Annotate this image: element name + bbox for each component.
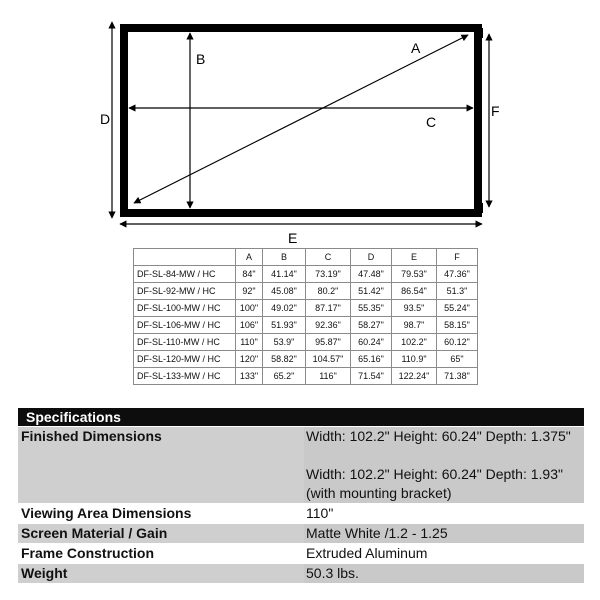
table-cell: 51.93" bbox=[263, 317, 306, 334]
table-cell-model: DF-SL-84-MW / HC bbox=[134, 266, 236, 283]
table-cell: 71.38" bbox=[437, 368, 478, 385]
spec-value bbox=[304, 564, 584, 583]
table-cell: 65.2" bbox=[263, 368, 306, 385]
table-row bbox=[134, 334, 478, 351]
table-cell: 120" bbox=[236, 351, 263, 368]
table-cell: 92.36" bbox=[306, 317, 351, 334]
table-header-cell: D bbox=[351, 249, 392, 266]
table-cell: 104.57" bbox=[306, 351, 351, 368]
table-cell: 51.3" bbox=[437, 283, 478, 300]
table-row bbox=[134, 351, 478, 368]
spec-value bbox=[304, 524, 584, 543]
table-cell: 87.17" bbox=[306, 300, 351, 317]
table-header-row bbox=[134, 249, 478, 266]
screen-diagram bbox=[0, 0, 600, 248]
table-row bbox=[134, 368, 478, 385]
table-cell: 55.35" bbox=[351, 300, 392, 317]
table-cell: 110.9" bbox=[392, 351, 437, 368]
table-cell: 41.14" bbox=[263, 266, 306, 283]
table-cell: 49.02" bbox=[263, 300, 306, 317]
table-header-model bbox=[134, 249, 236, 266]
spec-label: Viewing Area Dimensions bbox=[21, 505, 192, 521]
spec-row bbox=[18, 543, 584, 563]
label-e: E bbox=[288, 230, 298, 246]
table-header-cell: C bbox=[306, 249, 351, 266]
spec-row bbox=[18, 426, 584, 503]
table-cell: 133" bbox=[236, 368, 263, 385]
table-cell: 60.24" bbox=[351, 334, 392, 351]
table-header-cell: A bbox=[236, 249, 263, 266]
table-cell-model: DF-SL-110-MW / HC bbox=[134, 334, 236, 351]
table-cell-model: DF-SL-133-MW / HC bbox=[134, 368, 236, 385]
table-cell: 58.82" bbox=[263, 351, 306, 368]
table-header-cell: F bbox=[437, 249, 478, 266]
table-cell: 80.2" bbox=[306, 283, 351, 300]
spec-label: Finished Dimensions bbox=[21, 428, 162, 444]
table-cell: 45.08" bbox=[263, 283, 306, 300]
table-cell: 47.48" bbox=[351, 266, 392, 283]
mount-bracket-bottom bbox=[478, 203, 483, 213]
table-cell: 71.54" bbox=[351, 368, 392, 385]
specifications-heading: Specifications bbox=[18, 408, 584, 426]
spec-value-line: (with mounting bracket) bbox=[306, 485, 452, 501]
table-cell: 47.36" bbox=[437, 266, 478, 283]
spec-row bbox=[18, 563, 584, 583]
table-cell: 95.87" bbox=[306, 334, 351, 351]
table-cell: 86.54" bbox=[392, 283, 437, 300]
table-cell: 110" bbox=[236, 334, 263, 351]
spec-label: Screen Material / Gain bbox=[21, 525, 168, 541]
dimensions-table bbox=[133, 248, 478, 385]
table-cell: 55.24" bbox=[437, 300, 478, 317]
table-row bbox=[134, 283, 478, 300]
table-cell: 73.19" bbox=[306, 266, 351, 283]
screen-frame bbox=[124, 28, 478, 213]
table-cell: 93.5" bbox=[392, 300, 437, 317]
table-header-cell: E bbox=[392, 249, 437, 266]
table-cell: 92" bbox=[236, 283, 263, 300]
table-row bbox=[134, 266, 478, 283]
table-cell: 53.9" bbox=[263, 334, 306, 351]
specifications-panel bbox=[18, 408, 584, 583]
spec-value-line: 50.3 lbs. bbox=[306, 565, 359, 581]
label-f: F bbox=[491, 103, 500, 119]
spec-value-line: Width: 102.2" Height: 60.24" Depth: 1.375" bbox=[306, 428, 571, 444]
spec-value-line: 110" bbox=[306, 505, 334, 521]
table-cell: 102.2" bbox=[392, 334, 437, 351]
table-cell: 51.42" bbox=[351, 283, 392, 300]
table-cell: 65" bbox=[437, 351, 478, 368]
table-cell: 122.24" bbox=[392, 368, 437, 385]
table-cell-model: DF-SL-100-MW / HC bbox=[134, 300, 236, 317]
spec-label: Weight bbox=[21, 565, 68, 581]
label-b: B bbox=[196, 51, 206, 67]
table-cell: 100" bbox=[236, 300, 263, 317]
spec-value-line: Extruded Aluminum bbox=[306, 545, 428, 561]
table-cell: 116" bbox=[306, 368, 351, 385]
table-row bbox=[134, 300, 478, 317]
spec-value-line: Width: 102.2" Height: 60.24" Depth: 1.93" bbox=[306, 466, 563, 482]
label-a: A bbox=[411, 40, 421, 56]
table-cell: 58.27" bbox=[351, 317, 392, 334]
spec-row bbox=[18, 503, 584, 523]
spec-value bbox=[304, 427, 584, 503]
table-cell: 65.16" bbox=[351, 351, 392, 368]
table-row bbox=[134, 317, 478, 334]
table-cell: 60.12" bbox=[437, 334, 478, 351]
spec-value-line bbox=[306, 446, 584, 465]
spec-row bbox=[18, 523, 584, 543]
label-d: D bbox=[100, 111, 111, 127]
table-cell: 98.7" bbox=[392, 317, 437, 334]
spec-value bbox=[304, 544, 584, 563]
table-cell: 58.15" bbox=[437, 317, 478, 334]
label-c: C bbox=[426, 114, 437, 130]
table-cell: 84" bbox=[236, 266, 263, 283]
spec-label: Frame Construction bbox=[21, 545, 155, 561]
table-header-cell: B bbox=[263, 249, 306, 266]
table-cell-model: DF-SL-106-MW / HC bbox=[134, 317, 236, 334]
spec-value bbox=[304, 504, 584, 523]
spec-value-line: Matte White /1.2 - 1.25 bbox=[306, 525, 448, 541]
table-cell: 106" bbox=[236, 317, 263, 334]
table-cell-model: DF-SL-120-MW / HC bbox=[134, 351, 236, 368]
mount-bracket-top bbox=[478, 28, 483, 38]
table-cell: 79.53" bbox=[392, 266, 437, 283]
table-cell-model: DF-SL-92-MW / HC bbox=[134, 283, 236, 300]
